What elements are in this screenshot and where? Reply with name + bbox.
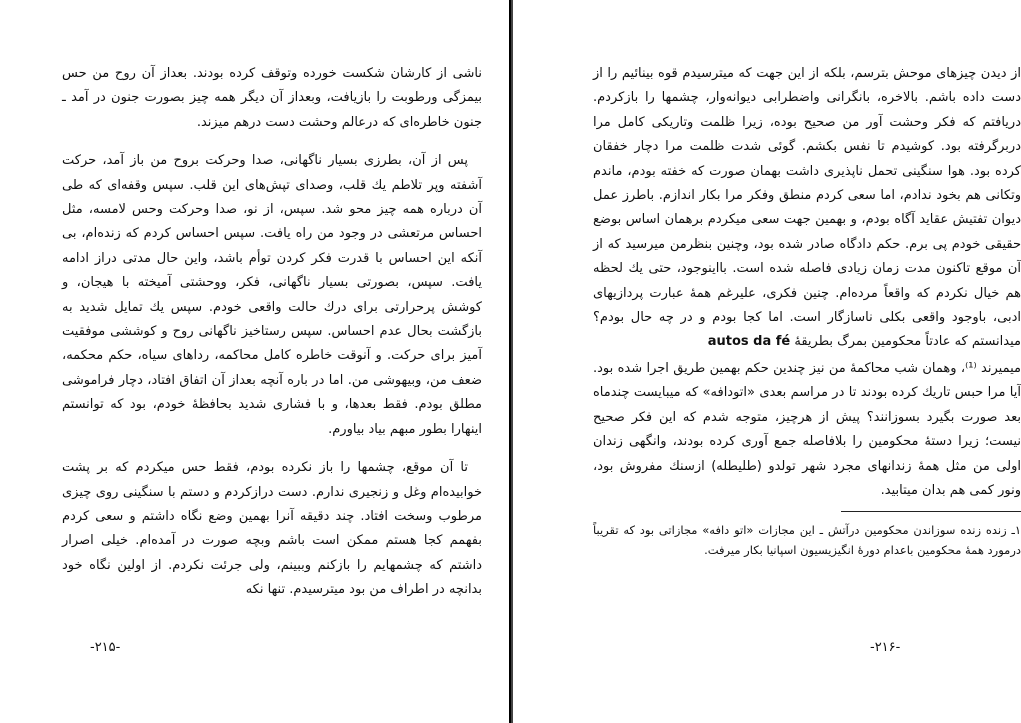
left-paragraph-3: تا آن موقع، چشمها را باز نکرده بودم، فقط حس میکردم که بر پشت خوابیده‌ام وغل و زنجیری ندارم. دست درازکردم و دستم با سنگینی روی چیزی مرطوب وسخت افتاد. چند دقیقه آنرا بهمین وضع نگاه داشتم و سعی کردم بفهمم کجا هستم ممکن است باشم وبچه صورت در آمده‌ام. خیلی اصرار داشتم که چشمهایم را بازکنم وببینم، ولی جرئت نکردم. از اولین نگاه خود بدانچه در اطراف من بود میترسیدم. تنها نکه [62, 460, 482, 598]
right-page [593, 62, 1021, 662]
right-paragraph-1-text: از دیدن چیزهای موحش بترسم، بلکه از این جهت که میترسیدم قوه بینائیم را از دست داده باشم. بالاخره، بانگرانی واضطرابی دیوانه‌وار، چشمها را بازکردم. دریافتم که فکر وحشت آور من صحیح بوده، زیرا ظلمت وتاریکی کامل مرا دربرگرفته بود. کوشیدم تا نفس بکشم. گوئی شدت ظلمت مرا دچار خفقان کرده بود. هوا سنگینی تحمل ناپذیری داشت بهمان صورت که خفته بودم، ماندم وتکانی هم بخود ندادم، اما سعی کردم منطق وفکر مرا بکار اندازم. باطرز عمل دیوان تفتیش عقاید آگاه بودم، و بهمین جهت سعی میکردم برهمان اساس بوضع حقیقی خودم پی برم. حکم دادگاه صادر شده بود، وچنین بنظرمن میرسید که از آن موقع تاکنون مدت زمان زیادی فاصله شده است. بااینوجود، حتی یك لحظه هم خیال نکردم که واقعاً مرده‌ام. چنین فکری، علیرغم همهٔ عبارت پردازیهای ادبی، باوجود واقعی بکلی ناسازگار است. اما کجا بودم و در چه حال بودم؟ میدانستم که عادتاً محکومین بمرگ بطریقهٔ [593, 66, 1021, 350]
center-gutter-shadow [511, 0, 513, 723]
right-paragraph-2: میمیرند ⁽¹⁾، وهمان شب محاکمهٔ من نیز چندین حکم بهمین طریق اجرا شده بود. آیا مرا حبس تاریك کرده بودند تا در مراسم بعدی «اتودافه» که میبایست چندماه بعد صورت بگیرد بسوزانند؟ پیش از هرچیز، متوجه شدم که این فکر صحیح نیست؛ زیرا دستهٔ محکومین را بلافاصله جمع آوری کرده بودند، وانگهی زندان اولی من مثل همهٔ زندانهای مجرد شهر تولدو (طلیطله) ازسنك مفروش بود، ونور کمی هم بدان میتابید. [593, 360, 1021, 498]
right-page-number: -۲۱۶- [870, 640, 901, 655]
left-paragraph-1: ناشی از کارشان شکست خورده وتوقف کرده بودند. بعداز آن روح من حس بیمزگی ورطوبت را بازیافت، وبعداز آن دیگر همه چیز بصورت جنون در آمد ـ جنون خاطره‌ای که درعالم وحشت دست درهم ‌میزند. [62, 66, 482, 130]
left-page-number: -۲۱۵- [90, 640, 121, 655]
right-paragraph-1 [593, 62, 1021, 355]
left-paragraph-2: پس از آن، بطرزی بسیار ناگهانی، صدا وحرکت بروح من باز آمد، حرکت آشفته وپر تلاطم یك قلب، وصدای تپش‌های این قلب. سپس وقفه‌ای که طی آن درباره همه چیز محو شد. سپس، از نو، صدا وحرکت وحس لامسه، مثل احساس مرتعشی در وجود من راه یافت. سپس احساس کردم که زنده‌ام، بی آنکه این احساس با قدرت فکر کردن توأم باشد، واین حال مدتی دراز ادامه یافت. سپس، بصورتی بسیار ناگهانی، فکر، ووحشتی آمیخته با هیجان، و کوشش پرحرارتی برای درك حالت واقعی خودم. سپس یك تمایل شدید به بازگشت بحال عدم احساس. سپس رستاخیز ناگهانی روح و کوششی موفقیت آمیز برای حرکت. و آنوقت خاطره کامل محاکمه، رداهای سیاه، حکم محکمه، ضعف من، وبیهوشی من. اما در باره آنچه بعداز آن اتفاق افتاد، دچار فراموشی مطلق بودم. فقط بعدها، و با فشاری شدید بحافظهٔ خودم، بود که توانستم اینهارا بطور مبهم بیاد بیاورم. [62, 153, 482, 437]
footnote: ۱ـ زنده زنده سوزاندن محکومین درآتش ـ این مجازات «اتو دافه» مجازاتی بود که تقریباً درمورد همهٔ محکومین باعدام دورهٔ انگیزیسیون اسپانیا بکار میرفت. [593, 523, 1021, 558]
footnote-divider [841, 511, 1021, 512]
left-page [62, 62, 482, 662]
latin-phrase: autos da fé [707, 334, 791, 350]
